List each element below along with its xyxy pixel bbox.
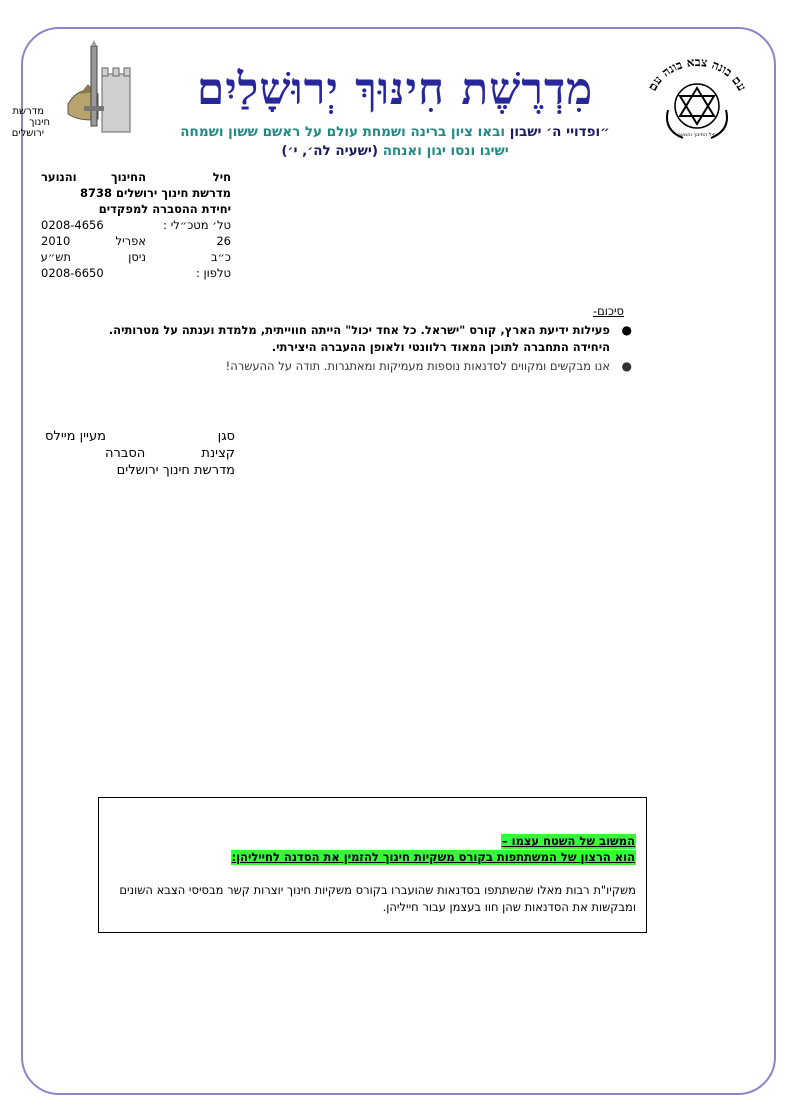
sender-phone-value: 0208-4656 bbox=[41, 218, 104, 232]
date-year: 2010 bbox=[41, 234, 71, 248]
sender-l1-c: והנוער bbox=[41, 170, 77, 184]
sender-l2: מדרשת חינוך ירושלים 8738 bbox=[79, 186, 231, 200]
page-title: מִדְרֶשֶׁת חִינּוּךְ יְרוּשָׁלַיִם bbox=[196, 64, 594, 115]
feedback-heading-2: הוא הרצון של המשתתפות בקורס משקיות חינוך להזמין את הסדנה לחייליהן: bbox=[231, 850, 635, 864]
verse-1c: ובאו ציון ברינה ושמחת עולם על ראשם ששון ושמחה bbox=[180, 124, 505, 140]
summary-bullet-1: פעילות ידיעת הארץ, קורס "ישראל. כל אחד יכול" הייתה חווייתית, מלמדת וענתה על מטרותיה. היחידה התחברה לתוכן המאוד רלוונטי ולאופן ההעברה היצירתי. bbox=[108, 323, 610, 354]
signature-role-b-text: הסברה bbox=[105, 446, 146, 461]
verse-2b: (ישעיה לה׳, י׳) bbox=[281, 143, 379, 159]
list-item bbox=[94, 358, 634, 375]
summary-bullet-2: אנו מבקשים ומקווים לסדנאות נוספות מעמיקות ומאתגרות. תודה על ההעשרה! bbox=[225, 359, 610, 373]
emblem-text: עם בונה צבא בונה עם bbox=[645, 54, 749, 94]
logo-text-2: חינוך bbox=[29, 117, 50, 128]
verse-1a: ״ופדויי ה׳ bbox=[541, 124, 610, 140]
date-month: אפריל bbox=[115, 234, 146, 248]
signature-rank: סגן bbox=[217, 429, 235, 444]
signature-block bbox=[45, 428, 235, 479]
verse-2a: ישיגו ונסו יגון ואנחה bbox=[378, 143, 509, 159]
verse-1b: ישבון bbox=[505, 124, 542, 140]
sender-l1-a: חיל bbox=[212, 170, 231, 184]
sender-phone-label: טל׳ מטכ״לי : bbox=[163, 218, 231, 232]
list-item bbox=[94, 322, 634, 356]
signature-name: מעיין מיילס bbox=[45, 429, 106, 444]
hebrew-date-day: כ״ב bbox=[210, 250, 231, 264]
hebrew-date-year: תש״ע bbox=[40, 250, 71, 264]
sender-tel-label: טלפון : bbox=[196, 266, 231, 280]
bullet-icon: ● bbox=[621, 323, 632, 337]
feedback-heading-1: המשוב של השטח עצמו – bbox=[501, 834, 635, 848]
signature-role-a: קצינת bbox=[201, 446, 235, 461]
summary-label: סיכום- bbox=[592, 304, 624, 318]
feedback-box bbox=[98, 797, 647, 933]
midrasha-logo-icon bbox=[11, 44, 142, 140]
sender-l1-b: החינוך bbox=[111, 170, 146, 184]
verse-line-2 bbox=[150, 142, 640, 160]
verse-line-1 bbox=[150, 123, 640, 141]
date-day: 26 bbox=[216, 234, 231, 248]
idf-education-emblem-icon bbox=[638, 50, 756, 148]
hebrew-date-month: ניסן bbox=[128, 250, 146, 264]
signature-unit: מדרשת חינוך ירושלים bbox=[116, 463, 235, 478]
emblem-bottom-text: חיל החינוך והנוער bbox=[677, 132, 717, 138]
sender-block bbox=[41, 169, 231, 281]
feedback-body: משקיו"ת רבות מאלו שהשתתפו בסדנאות שהועברו בקורס משקיות חינוך יוצרות קשר מבסיסי הצבא השונים ומבקשות את הסדנאות שהן חוו בעצמן עבור חייליהן. bbox=[119, 883, 636, 914]
sender-l3: יחידת ההסברה למפקדים bbox=[98, 202, 231, 216]
summary-list bbox=[94, 322, 634, 377]
logo-text-1: מדרשת bbox=[12, 106, 44, 117]
sender-tel-value: 0208-6650 bbox=[41, 266, 104, 280]
bullet-icon: ● bbox=[621, 359, 632, 373]
logo-text-3: ירושלים bbox=[11, 128, 44, 139]
